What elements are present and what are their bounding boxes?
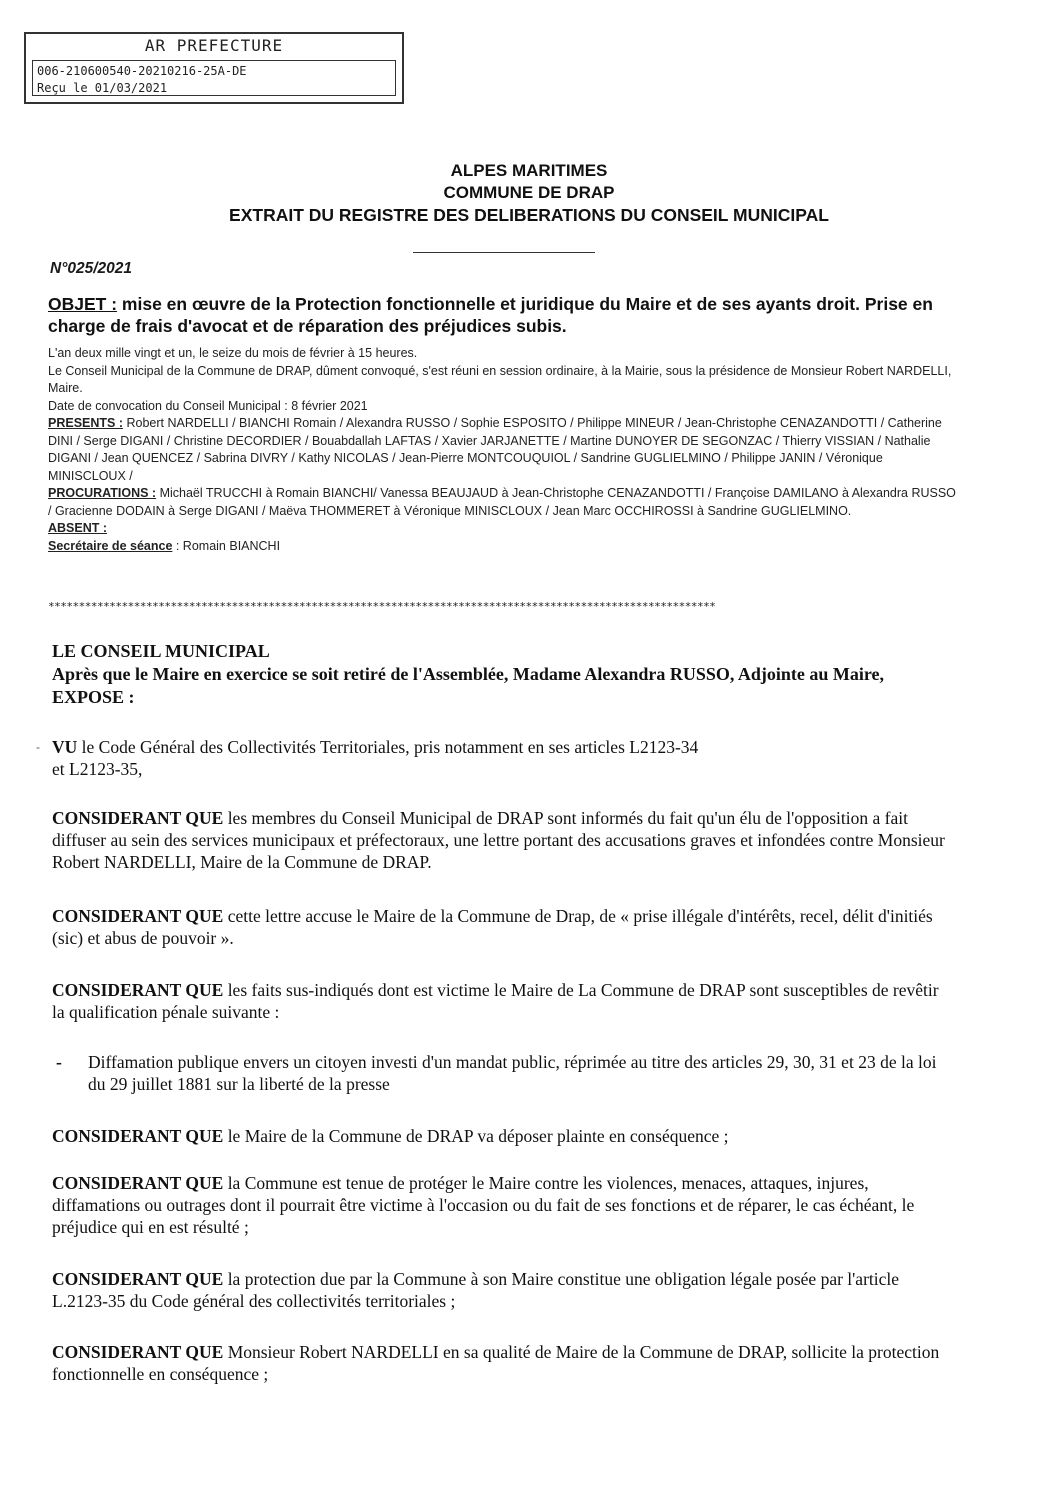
objet-paragraph	[48, 293, 948, 337]
considerant-6-text: la protection due par la Commune à son Maire constitue une obligation légale posée par l'article L.2123-35 du Code général des collectivités territoriales ;	[52, 1269, 900, 1311]
considerant-1	[52, 807, 952, 873]
considerant-1-text: les membres du Conseil Municipal de DRAP sont informés du fait qu'un élu de l'opposition a fait diffuser au sein des services municipaux et préfectoraux, une lettre portant des accusations graves et infondées contre Monsieur Robert NARDELLI, Maire de la Commune de DRAP.	[52, 808, 945, 872]
absent-paragraph	[48, 520, 958, 538]
considerant-label: CONSIDERANT QUE	[52, 808, 224, 828]
secretary-paragraph	[48, 538, 958, 556]
vu-label: VU	[52, 737, 78, 757]
considerant-3	[52, 979, 952, 1023]
vu-paragraph	[52, 736, 952, 780]
considerant-7	[52, 1341, 952, 1385]
procurations-text: Michaël TRUCCHI à Romain BIANCHI/ Vanessa BEAUJAUD à Jean-Christophe CENAZANDOTTI / Françoise DAMILANO à Alexandra RUSSO / Gracienne DODAIN à Serge DIGANI / Maëva THOMMERET à Véronique MINISCLOUX / Jean Marc OCCHIROSSI à Sandrine GUGLIELMINO.	[48, 486, 956, 518]
considerant-5	[52, 1172, 952, 1238]
considerant-label: CONSIDERANT QUE	[52, 1173, 224, 1193]
considerant-6	[52, 1268, 952, 1312]
secretary-text: : Romain BIANCHI	[172, 538, 281, 553]
considerant-2	[52, 905, 952, 949]
stamp-reference: 006-210600540-20210216-25A-DE	[37, 64, 247, 78]
absent-label: ABSENT :	[48, 521, 108, 535]
bullet-item	[52, 1051, 952, 1095]
session-council-line: Le Conseil Municipal de la Commune de DRAP, dûment convoqué, s'est réuni en session ordinaire, à la Mairie, sous la présidence de Monsieur Robert NARDELLI, Maire.	[48, 363, 952, 395]
considerant-4-text: le Maire de la Commune de DRAP va déposer plainte en conséquence ;	[223, 1126, 729, 1146]
considerant-label: CONSIDERANT QUE	[52, 980, 224, 1000]
presents-paragraph	[48, 415, 958, 485]
vu-text: le Code Général des Collectivités Territoriales, pris notamment en ses articles L2123-34	[77, 737, 699, 757]
considerant-label: CONSIDERANT QUE	[52, 1269, 224, 1289]
session-convocation-line: Date de convocation du Conseil Municipal : 8 février 2021	[48, 398, 368, 413]
council-title: LE CONSEIL MUNICIPAL	[52, 641, 270, 661]
considerant-label: CONSIDERANT QUE	[52, 906, 224, 926]
considerant-3-text: les faits sus-indiqués dont est victime le Maire de La Commune de DRAP sont susceptibles de revêtir la qualification pénale suivante :	[52, 980, 939, 1022]
considerant-4	[52, 1125, 952, 1147]
separator-stars: *************************************************************************************************************	[48, 600, 716, 613]
deliberation-number: N°025/2021	[50, 260, 133, 277]
vu-text-continued: et L2123-35,	[52, 759, 143, 779]
stamp-details	[32, 60, 396, 96]
council-intro: Après que le Maire en exercice se soit retiré de l'Assemblée, Madame Alexandra RUSSO, Adjointe au Maire, EXPOSE :	[52, 664, 885, 707]
presents-text: Robert NARDELLI / BIANCHI Romain / Alexandra RUSSO / Sophie ESPOSITO / Philippe MINEUR / Jean-Christophe CENAZANDOTTI / Catherine DINI / Serge DIGANI / Christine DECORDIER / Bouabdallah LAFTAS / Xavier JARJANETTE / Martine DUNOYER DE SEGONZAC / Thierry VISSIAN / Nathalie DIGANI / Jean QUENCEZ / Sabrina DIVRY / Kathy NICOLAS / Jean-Pierre MONTCOUQUIOL / Sandrine GUGLIELMINO / Philippe JANIN / Véronique MINISCLOUX /	[48, 416, 942, 483]
objet-text: mise en œuvre de la Protection fonctionnelle et juridique du Maire et de ses ayants droit. Prise en charge de frais d'avocat et de réparation des préjudices subis.	[48, 294, 933, 336]
margin-mark: -	[36, 740, 40, 754]
session-date-line: L'an deux mille vingt et un, le seize du mois de février à 15 heures.	[48, 346, 418, 360]
document-heading	[0, 160, 1058, 226]
procurations-label: PROCURATIONS :	[48, 486, 157, 500]
secretary-label: Secrétaire de séance	[48, 538, 173, 553]
stamp-received-date: Reçu le 01/03/2021	[37, 81, 168, 95]
heading-register: EXTRAIT DU REGISTRE DES DELIBERATIONS DU CONSEIL MUNICIPAL	[229, 205, 829, 225]
stamp-title: AR PREFECTURE	[144, 36, 284, 55]
session-block	[48, 345, 958, 555]
considerant-2-text: cette lettre accuse le Maire de la Commune de Drap, de « prise illégale d'intérêts, recel, délit d'initiés (sic) et abus de pouvoir ».	[52, 906, 933, 948]
heading-commune: COMMUNE DE DRAP	[443, 183, 615, 202]
considerant-label: CONSIDERANT QUE	[52, 1126, 224, 1146]
procurations-paragraph	[48, 485, 958, 520]
objet-label: OBJET :	[48, 294, 118, 314]
considerant-5-text: la Commune est tenue de protéger le Maire contre les violences, menaces, attaques, injures, diffamations ou outrages dont il pourrait être victime à l'occasion ou du fait de ses fonctions et de réparer, le cas échéant, le préjudice qui en est résulté ;	[52, 1173, 915, 1237]
considerant-7-text: Monsieur Robert NARDELLI en sa qualité de Maire de la Commune de DRAP, sollicite la protection fonctionnelle en conséquence ;	[52, 1342, 940, 1384]
council-section	[52, 640, 952, 709]
heading-department: ALPES MARITIMES	[450, 161, 608, 180]
bullet-text: Diffamation publique envers un citoyen investi d'un mandat public, réprimée au titre des articles 29, 30, 31 et 23 de la loi du 29 juillet 1881 sur la liberté de la presse	[88, 1052, 937, 1094]
considerant-label: CONSIDERANT QUE	[52, 1342, 224, 1362]
bullet-dash: -	[56, 1052, 62, 1072]
presents-label: PRESENTS :	[48, 416, 124, 430]
heading-divider	[413, 252, 595, 253]
prefecture-stamp	[24, 32, 404, 104]
